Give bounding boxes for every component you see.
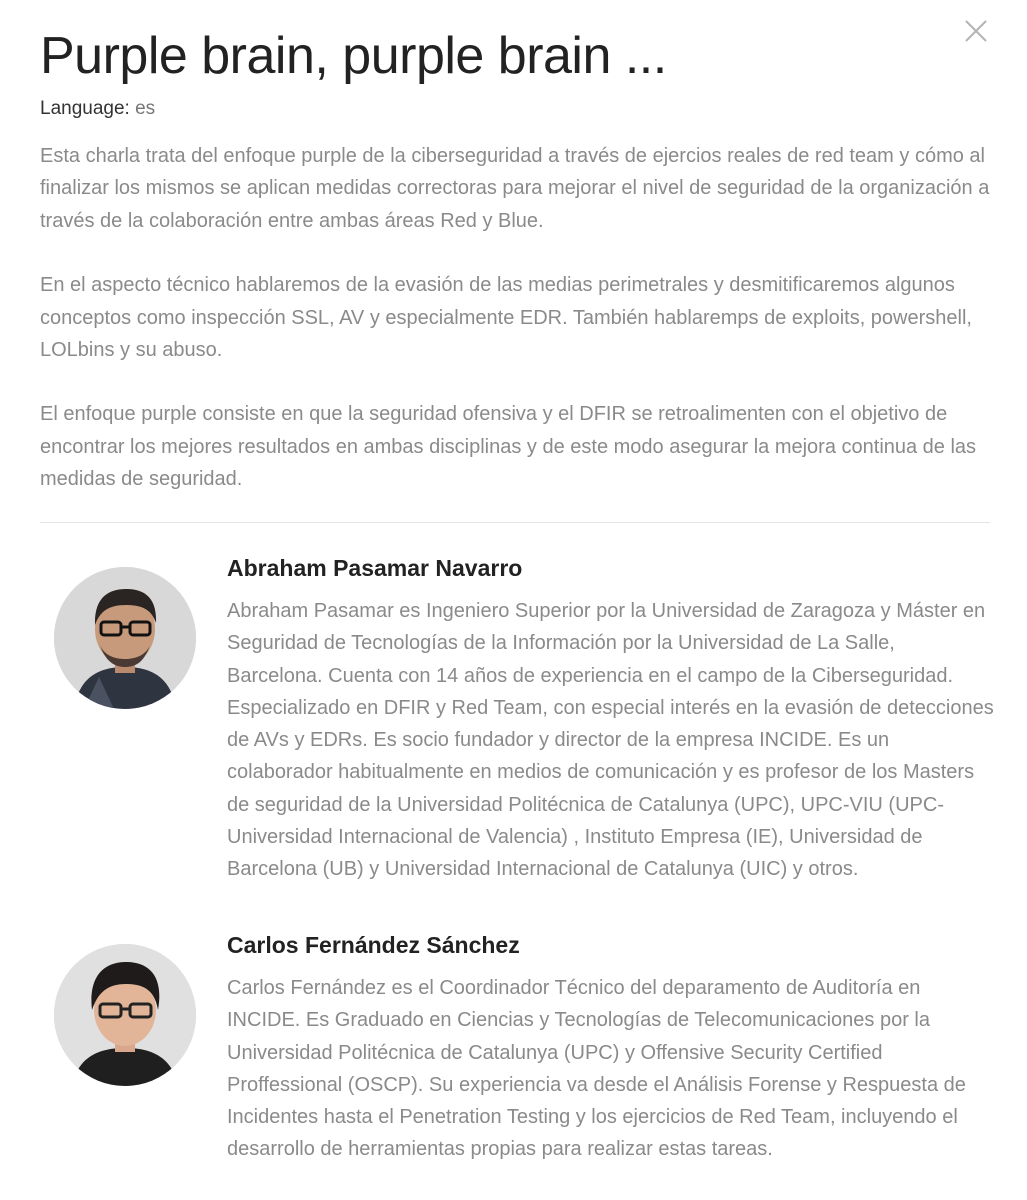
speaker-name: Abraham Pasamar Navarro (227, 555, 523, 581)
language-label: Language: (40, 98, 130, 119)
speaker-bio: Abraham Pasamar es Ingeniero Superior por la Universidad de Zaragoza y Máster en Seguridad de Tecnologías de la Información por la Universidad de La Salle, Barcelona. Cuenta con 14 años de experiencia en el campo de la Ciberseguridad. Especializado en DFIR y Red Team, con especial interés en la evasión de detecciones de AVs y EDRs. Es socio fundador y director de la empresa INCIDE. Es un colaborador habitualmente en medios de comunicación y es profesor de los Masters de seguridad de la Universidad Politécnica de Catalunya (UPC), UPC-VIU (UPC-Universidad Internacional de Valencia) , Instituto Empresa (IE), Universidad de Barcelona (UB) y Universidad Internacional de Catalunya (UIC) y otros. (227, 600, 994, 881)
speaker-avatar (54, 567, 196, 709)
close-icon[interactable] (963, 18, 989, 44)
description-paragraph: En el aspecto técnico hablaremos de la evasión de las medias perimetrales y desmitificaremos algunos conceptos como inspección SSL, AV y especialmente EDR. También hablaremps de exploits, powershell, LOLbins y su abuso. (40, 274, 972, 362)
description-paragraph: El enfoque purple consiste en que la seguridad ofensiva y el DFIR se retroalimenten con el objetivo de encontrar los mejores resultados en ambas disciplinas y de este modo asegurar la mejora continua de las medidas de seguridad. (40, 403, 977, 491)
speaker-name: Carlos Fernández Sánchez (227, 932, 520, 958)
section-divider (40, 522, 990, 523)
talk-title: Purple brain, purple brain ... (40, 27, 667, 85)
talk-description (40, 140, 995, 528)
speaker-info (227, 553, 995, 886)
speaker-avatar (54, 944, 196, 1086)
speaker-info (227, 930, 995, 1166)
speaker-bio: Carlos Fernández es el Coordinador Técnico del deparamento de Auditoría en INCIDE. Es Graduado en Ciencias y Tecnologías de Telecomunicaciones por la Universidad Politécnica de Catalunya (UPC) y Offensive Security Certified Proffessional (OSCP). Su experiencia va desde el Análisis Forense y Respuesta de Incidentes hasta el Penetration Testing y los ejercicios de Red Team, incluyendo el desarrollo de herramientas propias para realizar estas tareas. (227, 977, 966, 1161)
language-value: es (135, 98, 156, 119)
description-paragraph: Esta charla trata del enfoque purple de la ciberseguridad a través de ejercios reales de red team y cómo al finalizar los mismos se aplican medidas correctoras para mejorar el nivel de seguridad de la organización a través de la colaboración entre ambas áreas Red y Blue. (40, 145, 990, 232)
language-row (40, 98, 155, 120)
